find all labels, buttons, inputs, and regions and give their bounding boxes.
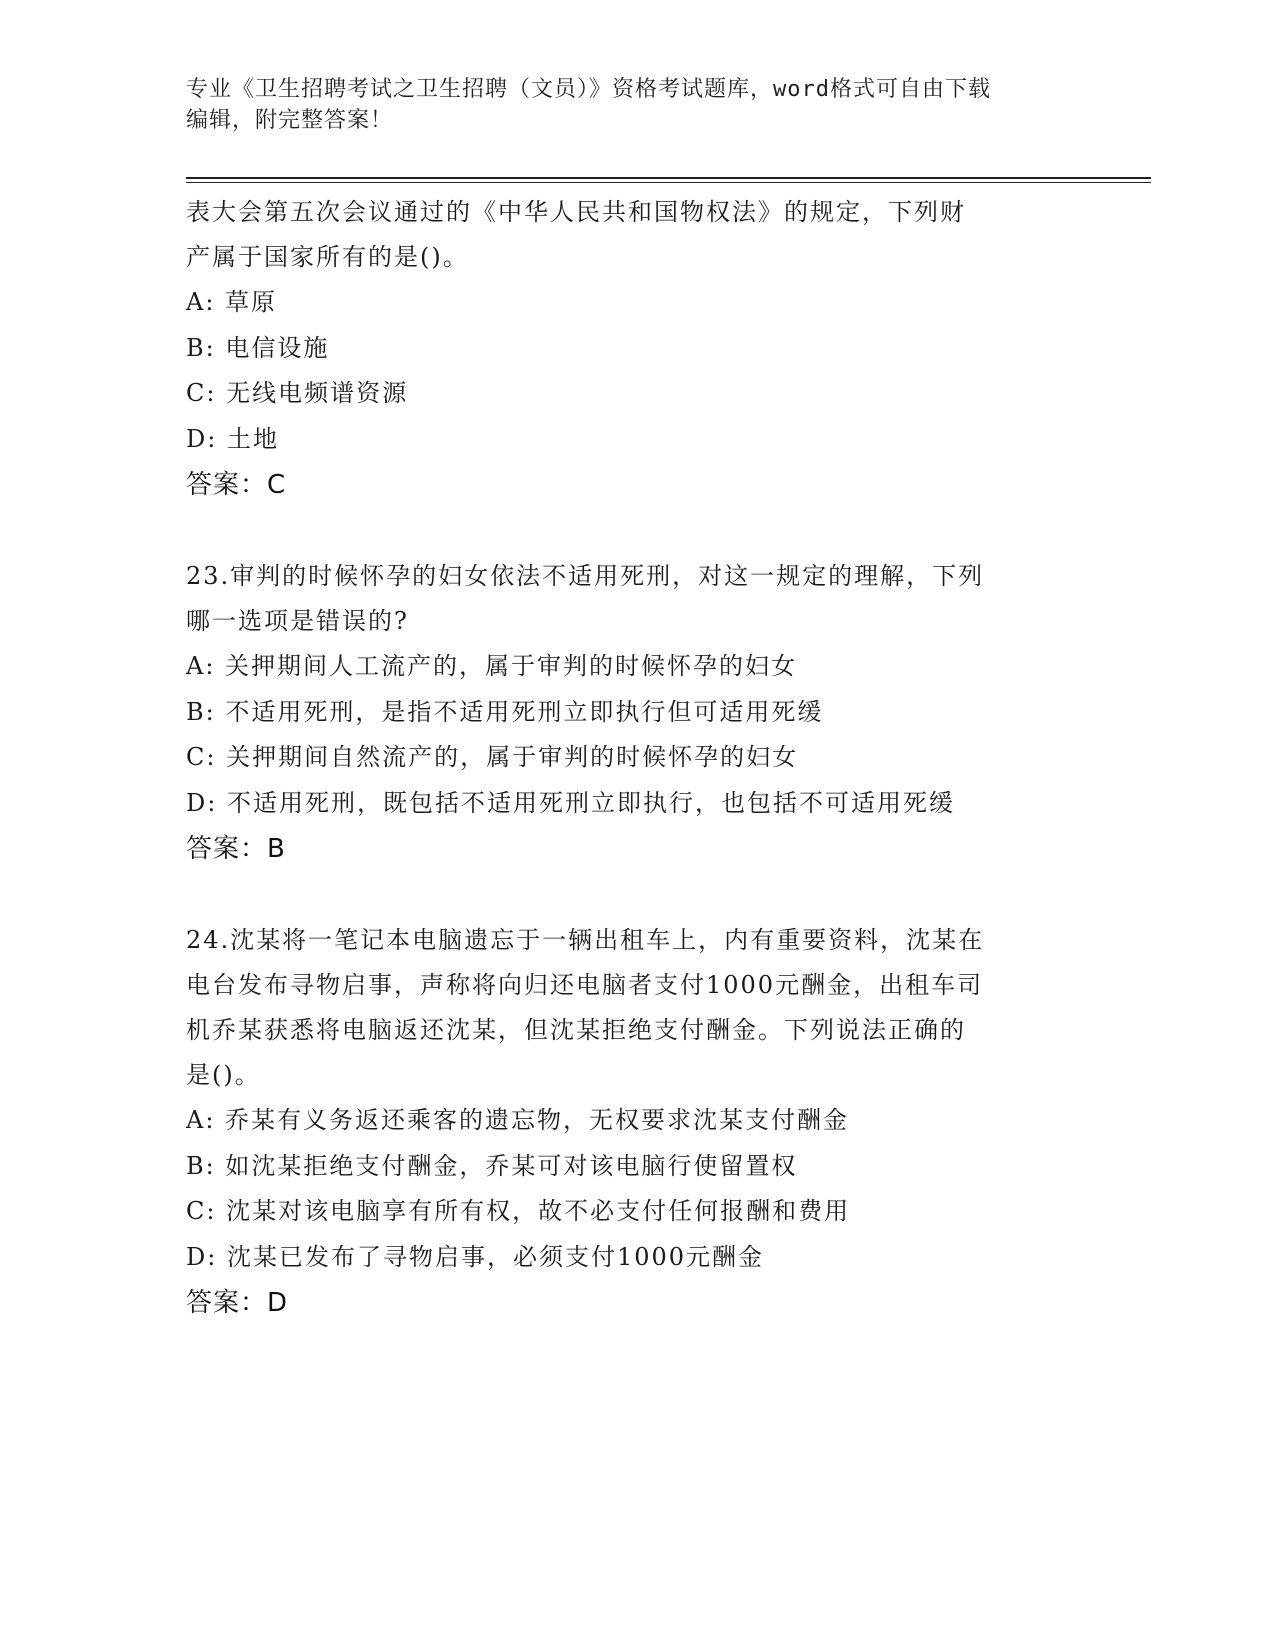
header-line-1: 专业《卫生招聘考试之卫生招聘（文员）》资格考试题库，word格式可自由下载: [186, 77, 991, 102]
answer-line: 答案：B: [186, 834, 286, 864]
option-b: B: 不适用死刑，是指不适用死刑立即执行但可适用死缓: [186, 697, 824, 726]
option-a: A: 乔某有义务返还乘客的遗忘物，无权要求沈某支付酬金: [186, 1106, 850, 1134]
question-stem-line: 表大会第五次会议通过的《中华人民共和国物权法》的规定，下列财: [186, 198, 966, 226]
header-divider-thick: [186, 177, 1151, 179]
question-stem-line: 是()。: [186, 1061, 261, 1089]
option-b: B: 电信设施: [186, 333, 330, 362]
question-stem-line: 机乔某获悉将电脑返还沈某，但沈某拒绝支付酬金。下列说法正确的: [186, 1016, 966, 1044]
option-a: A: 草原: [186, 288, 278, 316]
question-list: [186, 190, 1086, 1326]
question-stem-line: 24.沈某将一笔记本电脑遗忘于一辆出租车上，内有重要资料，沈某在: [186, 926, 985, 954]
question-spacer: [186, 872, 1086, 918]
question-stem-line: 哪一选项是错误的?: [186, 607, 409, 635]
answer-line: 答案：C: [186, 470, 287, 500]
option-c: C: 沈某对该电脑享有所有权，故不必支付任何报酬和费用: [186, 1197, 851, 1225]
header-line-2: 编辑，附完整答案！: [186, 108, 394, 133]
option-c: C: 无线电频谱资源: [186, 379, 409, 407]
answer-line: 答案：D: [186, 1288, 289, 1318]
option-a: A: 关押期间人工流产的，属于审判的时候怀孕的妇女: [186, 652, 798, 680]
option-c: C: 关押期间自然流产的，属于审判的时候怀孕的妇女: [186, 743, 799, 771]
question-block: [186, 918, 1086, 1326]
question-spacer: [186, 508, 1086, 554]
document-header: [186, 74, 1086, 136]
option-d: D: 土地: [186, 424, 279, 453]
option-b: B: 如沈某拒绝支付酬金，乔某可对该电脑行使留置权: [186, 1151, 798, 1180]
question-stem-line: 产属于国家所有的是()。: [186, 243, 469, 271]
header-divider-thin: [186, 182, 1151, 183]
question-stem-line: 电台发布寻物启事，声称将向归还电脑者支付1000元酬金，出租车司: [186, 971, 984, 999]
option-d: D: 沈某已发布了寻物启事，必须支付1000元酬金: [186, 1242, 765, 1271]
question-block: [186, 190, 1086, 508]
option-d: D: 不适用死刑，既包括不适用死刑立即执行，也包括不可适用死缓: [186, 788, 955, 817]
question-block: [186, 554, 1086, 872]
question-stem-line: 23.审判的时候怀孕的妇女依法不适用死刑，对这一规定的理解，下列: [186, 562, 985, 590]
